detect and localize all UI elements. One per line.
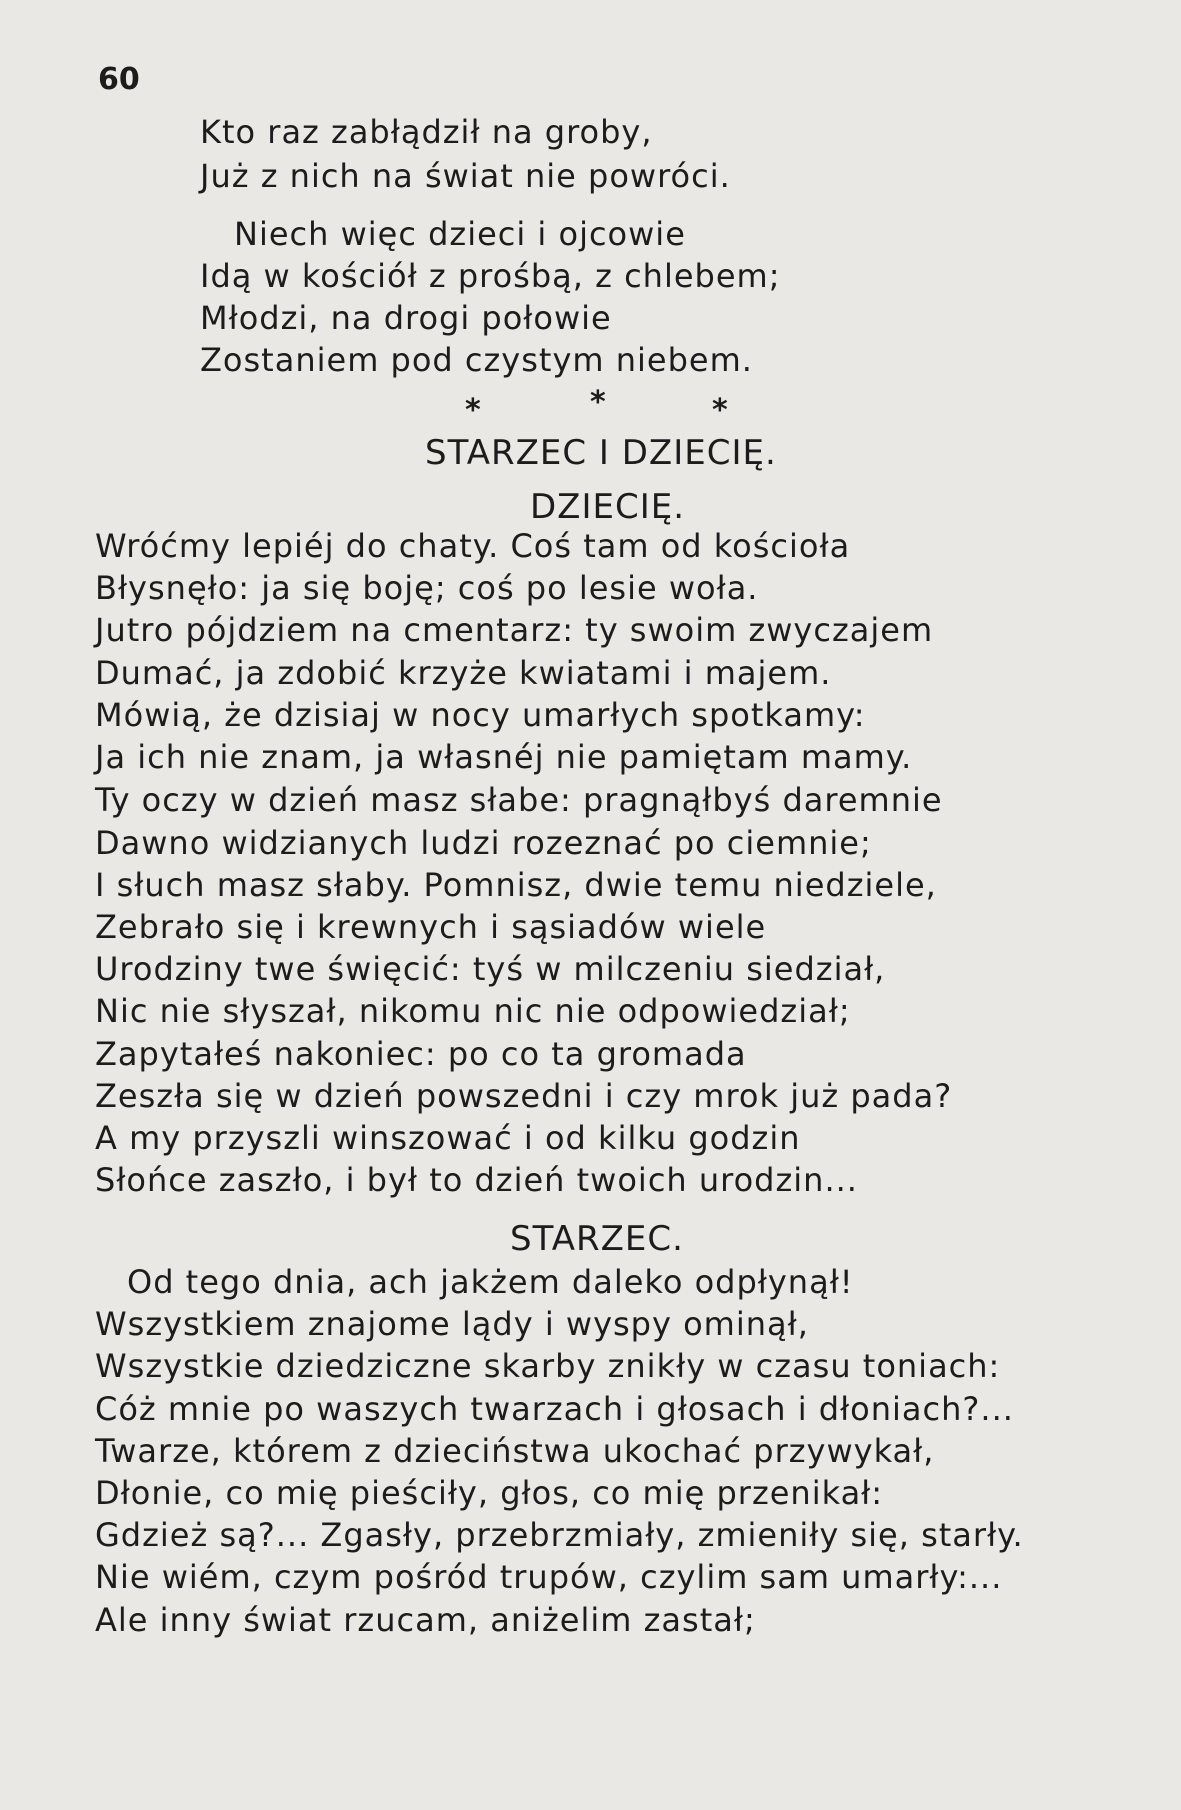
speaker-name: STARZEC.	[510, 1219, 684, 1259]
verse-line: Jutro pójdziem na cmentarz: ty swoim zwyczajem	[95, 611, 934, 649]
verse-line: Młodzi, na drogi połowie	[200, 299, 612, 337]
verse-line: Zapytałeś nakoniec: po co ta gromada	[95, 1035, 747, 1073]
verse-line: Gdzież są?... Zgasły, przebrzmiały, zmieniły się, starły.	[95, 1516, 1024, 1554]
verse-line: Ty oczy w dzień masz słabe: pragnąłbyś daremnie	[95, 781, 943, 819]
verse-line: Ale inny świat rzucam, aniżelim zastał;	[95, 1601, 756, 1639]
asterisk: *	[590, 385, 606, 420]
verse-line: I słuch masz słaby. Pomnisz, dwie temu niedziele,	[95, 866, 937, 904]
verse-line: Już z nich na świat nie powróci.	[200, 157, 731, 195]
page-number: 60	[98, 62, 140, 97]
verse-line: Zeszła się w dzień powszedni i czy mrok już pada?	[95, 1077, 953, 1115]
asterisk: *	[712, 393, 728, 428]
verse-line: Niech więc dzieci i ojcowie	[234, 215, 686, 253]
asterisk: *	[465, 393, 481, 428]
verse-line: Twarze, którem z dzieciństwa ukochać przywykał,	[95, 1432, 935, 1470]
verse-line: Zostaniem pod czystym niebem.	[200, 341, 753, 379]
verse-line: Dumać, ja zdobić krzyże kwiatami i majem.	[95, 654, 832, 692]
verse-line: Od tego dnia, ach jakżem daleko odpłynął!	[127, 1263, 854, 1301]
verse-line: Wszystkiem znajome lądy i wyspy ominął,	[95, 1305, 809, 1343]
verse-line: Słońce zaszło, i był to dzień twoich urodzin...	[95, 1161, 858, 1199]
verse-line: Wszystkie dziedziczne skarby znikły w czasu toniach:	[95, 1347, 1001, 1385]
verse-line: Nie wiém, czym pośród trupów, czylim sam umarły:...	[95, 1558, 1003, 1596]
verse-line: Zebrało się i krewnych i sąsiadów wiele	[95, 908, 767, 946]
poem-title: STARZEC I DZIECIĘ.	[425, 433, 777, 473]
verse-line: Kto raz zabłądził na groby,	[200, 113, 653, 151]
speaker-name: DZIECIĘ.	[530, 487, 686, 527]
verse-line: Nic nie słyszał, nikomu nic nie odpowiedział;	[95, 992, 851, 1030]
verse-line: Cóż mnie po waszych twarzach i głosach i dłoniach?...	[95, 1390, 1014, 1428]
verse-line: Mówią, że dzisiaj w nocy umarłych spotkamy:	[95, 696, 866, 734]
verse-line: Ja ich nie znam, ja własnéj nie pamiętam mamy.	[95, 738, 913, 776]
verse-line: Dawno widzianych ludzi rozeznać po ciemnie;	[95, 824, 872, 862]
verse-line: Idą w kościół z prośbą, z chlebem;	[200, 257, 781, 295]
section-separator	[440, 385, 740, 428]
verse-line: Dłonie, co mię pieściły, głos, co mię przenikał:	[95, 1474, 884, 1512]
verse-line: Błysnęło: ja się boję; coś po lesie woła.	[95, 569, 759, 607]
verse-line: A my przyszli winszować i od kilku godzin	[95, 1119, 801, 1157]
verse-line: Wróćmy lepiéj do chaty. Coś tam od kościoła	[95, 527, 851, 565]
verse-line: Urodziny twe święcić: tyś w milczeniu siedział,	[95, 950, 886, 988]
